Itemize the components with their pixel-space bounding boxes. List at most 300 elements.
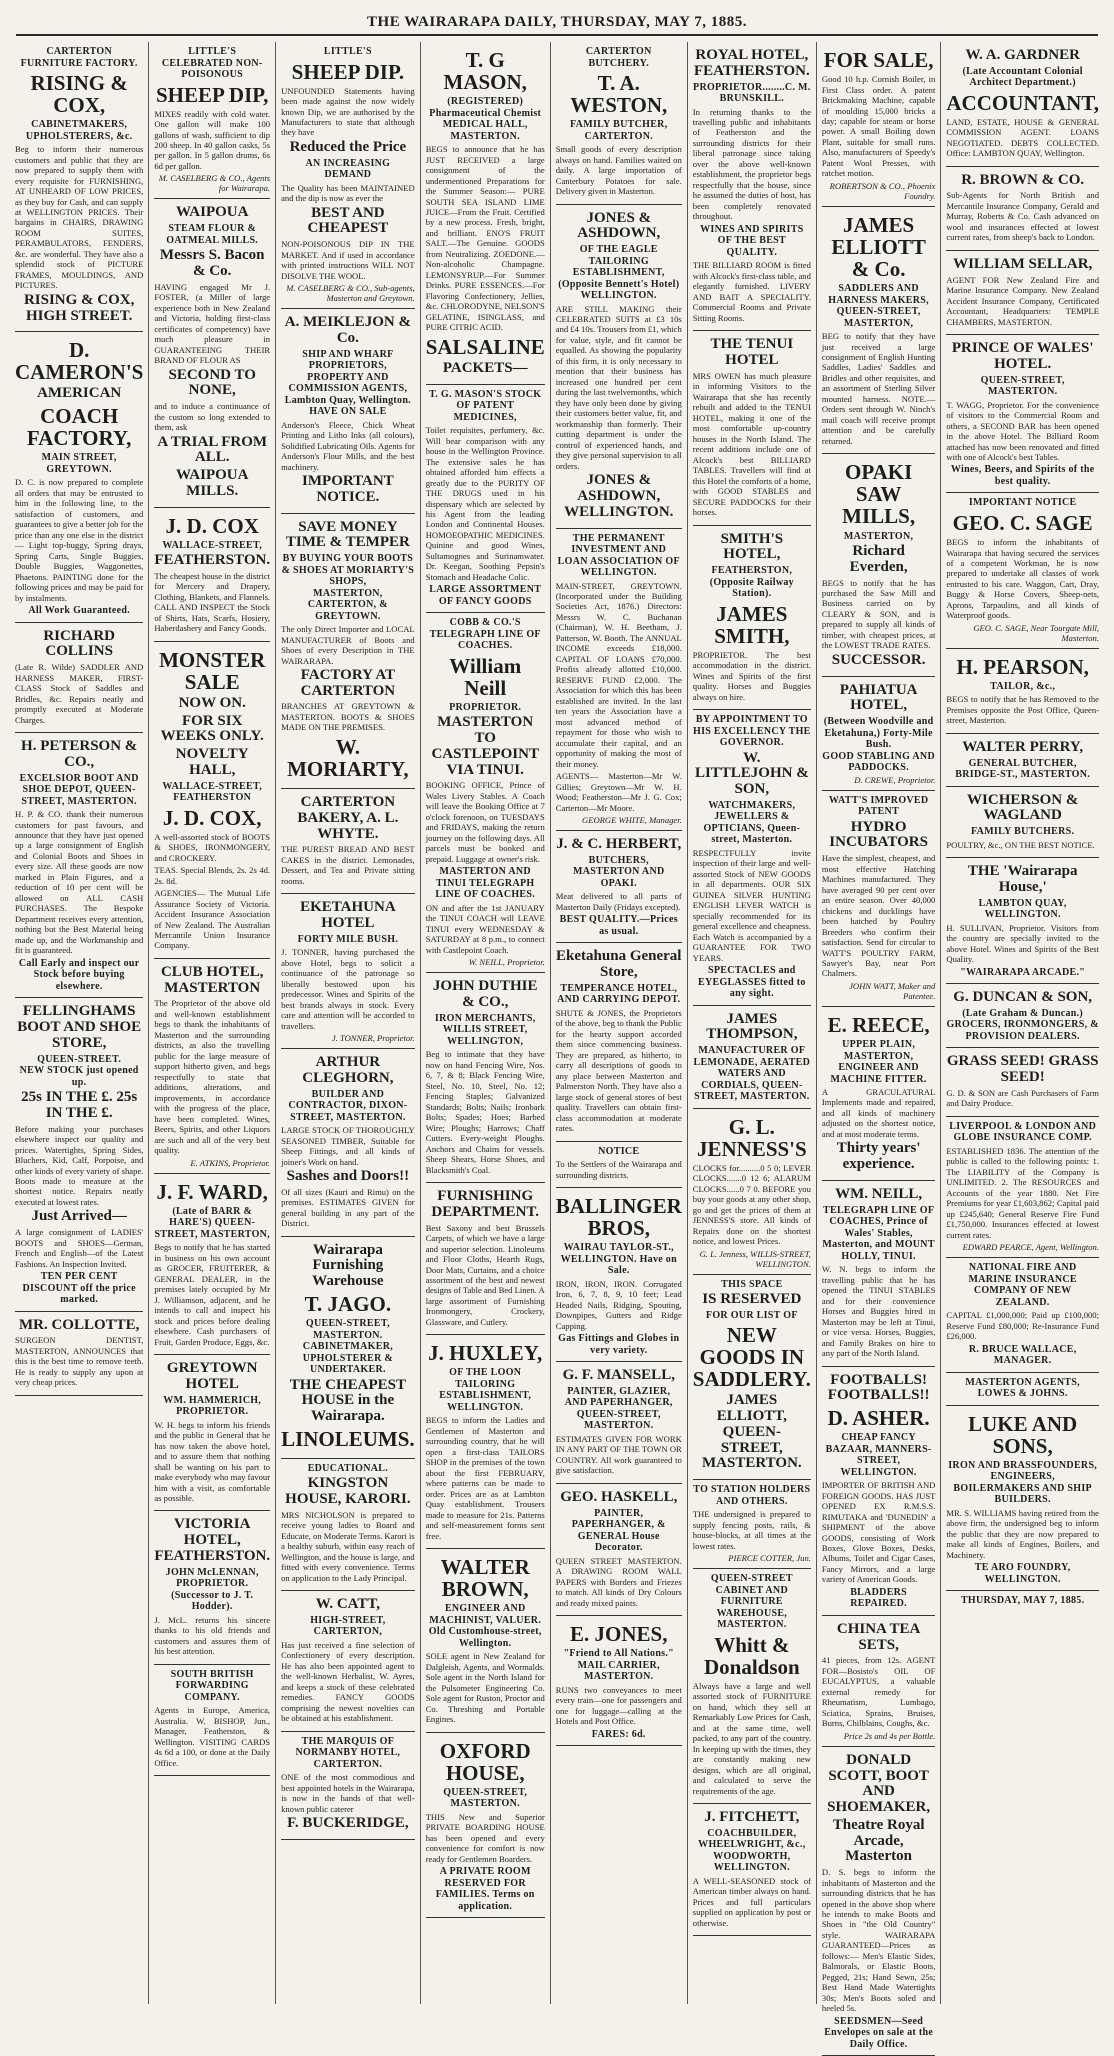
advert-body: AGENT FOR New Zealand Fire and Marine Insurance Company. New Zealand Accident Insurance Company, Certificated Accountant, Headquarters: TEMPLE CHAMBERS, MASTERTON. [946, 274, 1099, 327]
advert-subtitle: SHIP AND WHARF PROPRIETORS, PROPERTY AND COMMISSION AGENTS, Lambton Quay, Wellington. HAVE ON SALE [284, 348, 411, 418]
advert-body: BEGS to notify that he has purchased the Saw Mill and Business carried on by CLEARY & SON, and is prepared to supply all kinds of timber, with cheapest prices, at the LOWEST TRADE RATES. [821, 577, 936, 651]
advert-slogan: Sashes and Doors!! [286, 1168, 410, 1185]
advert-body: (Late R. Wilde) SADDLER AND HARNESS MAKER, FIRST-CLASS Stock of Saddles and Bridles, &c. Repairs neatly and promptly executed at Moderate Charges. [15, 662, 144, 725]
advert-south-british [154, 1665, 270, 1776]
advert-subtitle: QUEEN-STREET, MASTERTON. [980, 374, 1065, 398]
advert-body: Small goods of every description always on hand. Families waited on daily. A large importation of Canterbury Potatoes for sale. Delivery given in Masterton. [555, 144, 682, 197]
advert-title: OXFORD HOUSE, [439, 1738, 531, 1785]
advert-body: BEGS to announce that he has JUST RECEIVED a large consignment of the undermentioned Preparations for the Summer Season:— PURE SOUTH SEA ISLAND LIME JUICE—From the Fruit. Certified by a new process. Fresh, bright, and brilliant. ENO'S FRUIT SALT.—The Genuine. GOODS from Neutralizing. ZOEDONE.—Non-alcoholic Champagne. LEMONSYRUP.—For Summer Drinks. PURE ESSENCES.—For Flavoring Confectionery, Jellies, &c. CHLORODYNE, NELSON'S GELATINE, ISINGLASS, and PURE CITRIC ACID. [425, 144, 545, 333]
advert-body: CLOCKS for..........0 5 0; LEVER CLOCKS.......0 12 6; ALARUM CLOCKS......0 7 0. BEFORE you buy your goods at any other shop, go and get the prices of them at JENNESS'S store. All kinds of Repairs done on the shortest notice, and lowest Prices. [692, 1162, 811, 1247]
advert-signature: W. NEILL, Proprietor. [468, 957, 545, 968]
advert-slogan: BEST AND CHEAPEST [307, 204, 389, 237]
advert-subtitle: (REGISTERED) Pharmaceutical Chemist MEDICAL HALL, MASTERTON. [429, 96, 542, 142]
advert-signature: BEST QUALITY.—Prices as usual. [559, 914, 678, 937]
advert-agents: AGENTS— Masterton—Mr W. Gillies; Greytown—Mr W. H. Wood; Featherston—Mr J. G. Cox; Carterton—Mr Moore. [555, 771, 682, 813]
advert-title: FELLINGHAMS BOOT AND SHOE STORE, [17, 1003, 142, 1051]
advert-fellinghams [15, 998, 143, 1311]
advert-body: THE PUREST BREAD AND BEST CAKES in the district. Lemonades, Dessert, and Tea and Private sitting rooms. [281, 844, 415, 886]
advert-subtitle: IRON MERCHANTS, WILLIS STREET, WELLINGTON, [434, 1012, 536, 1047]
advert-signature: D. CREWE, Proprietor. [854, 774, 936, 785]
advert-subtitle: WALLACE-STREET, [162, 539, 263, 551]
advert-opaki-saw-mills [822, 454, 935, 676]
advert-reserved-space [693, 1275, 811, 1481]
advert-title: JONES & ASHDOWN, [577, 209, 661, 242]
advert-subtitle: TELEGRAPH LINE OF COACHES, Prince of Wales' Stables, Masterton, and MOUNT HOLLY, TINUI. [822, 1204, 935, 1262]
advert-waipoua-mills [154, 199, 270, 507]
advert-title: TO STATION HOLDERS AND OTHERS. [693, 1484, 811, 1507]
advert-subtitle: NOW ON. [178, 694, 246, 711]
reserved-line-1: THIS SPACE [721, 1278, 783, 1290]
advert-title: T. G MASON, [443, 48, 527, 95]
advert-subtitle: TAILOR, &c., [990, 680, 1056, 692]
advert-wairarapa-house [946, 858, 1099, 984]
advert-signature: G. L. Jenness, WILLIS-STREET, WELLINGTON. [699, 1248, 811, 1269]
advert-g-duncan [946, 984, 1099, 1048]
advert-title: LIVERPOOL & LONDON AND GLOBE INSURANCE COMP. [949, 1120, 1097, 1144]
advert-title: EKETAHUNA HOTEL [300, 899, 396, 931]
advert-subtitle: (Between Woodville and Eketahuna,) Forty-Mile Bush. [823, 716, 934, 751]
advert-title-2: NOVELTY HALL, [175, 746, 249, 778]
advert-slogan: LARGE ASSORTMENT OF FANCY GOODS [429, 584, 542, 607]
page-footer-date: THURSDAY, MAY 7, 1885. [960, 1595, 1085, 1607]
advert-title: E. JONES, [570, 1622, 668, 1647]
advert-title: NOTICE [598, 1145, 640, 1157]
advert-signature: TEN PER CENT DISCOUNT off the price marked. [22, 1271, 136, 1306]
advert-title: G. DUNCAN & SON, [953, 989, 1093, 1006]
advert-label: LITTLE'S [323, 46, 372, 57]
advert-body: LAND, ESTATE, HOUSE & GENERAL COMMISSION AGENT. LOANS NEGOTIATED. DEBTS COLLECTED. Office: LAMBTON QUAY, Wellington. [946, 116, 1099, 159]
advert-rising-cox [15, 42, 143, 332]
advert-subtitle: SADDLERS AND HARNESS MAKERS, [828, 283, 929, 306]
advert-subtitle: AMERICAN [37, 385, 122, 402]
advert-for-sale [822, 42, 935, 207]
advert-title: J. F. WARD, [156, 1179, 268, 1204]
advert-title: FOR SALE, [823, 48, 934, 72]
advert-slogan: FACTORY AT CARTERTON [300, 666, 396, 699]
advert-oxford-house [426, 1733, 545, 1919]
advert-body: BEGS to inform the inhabitants of Wairarapa that having secured the services of a competent Workman, he is now prepared to undertake all classes of work entrusted to his care. Waggon, Cart, Dray, Buggy & Horse Covers, Sheep-nets, Aprons, Tarpaulins, and all kinds of Waterproof goods. [946, 537, 1099, 621]
advert-title: WICHERSON & WAGLAND [967, 791, 1079, 824]
advert-signature: RISING & COX, HIGH STREET. [23, 291, 135, 324]
advert-body: MIXES readily with cold water. One gallon will make 100 gallons of wash, sufficient to dip 200 sheep. In 40 gallon casks, 5s per gallon. In 5 gallon drums, 6s 6d per gallon. [154, 108, 271, 171]
advert-title-2: JAMES SMITH, [714, 601, 790, 648]
advert-subtitle: OF THE LOON TAILORING ESTABLISHMENT, WELLINGTON. [439, 1367, 532, 1413]
advert-address: WALLACE-STREET, FEATHERSTON [162, 780, 263, 804]
advert-slogan: WINES AND SPIRITS OF THE BEST QUALITY. [700, 223, 804, 258]
advert-james-elliott [822, 207, 935, 454]
advert-title: GRASS SEED! GRASS SEED! [946, 1053, 1099, 1086]
advert-littlejohn [693, 710, 811, 1006]
masthead: THE WAIRARAPA DAILY, THURSDAY, MAY 7, 1885. [16, 10, 1098, 36]
advert-title-3: J. D. COX, [162, 805, 262, 830]
advert-agencies: AGENCIES— The Mutual Life Assurance Society of Victoria. Accident Insurance Association of New Zealand. The Australian Mercantile Union Insurance Company. [154, 888, 271, 951]
advert-body-2: ON and after the 1st JANUARY the TINUI COACH will LEAVE TINUI every WEDNESDAY & SATURDAY at 8 p.m., to connect with Castlepoint Coach. [425, 902, 545, 955]
advert-cobb-coaches [426, 613, 545, 973]
advert-title: J. FITCHETT, [704, 1809, 800, 1826]
advert-tenui-hotel [693, 331, 811, 525]
advert-body: THIS New and Superior PRIVATE BOARDING HOUSE has been opened and every convenience for comfort is now ready for Gentlemen Boarders. [425, 1811, 545, 1864]
advert-signature: R. BRUCE WALLACE, MANAGER. [968, 1343, 1077, 1367]
advert-title: G. L. JENNESS'S [696, 1114, 807, 1161]
advert-address: MAIN STREET, GREYTOWN. [41, 452, 117, 475]
advert-whitt-donaldson [693, 1569, 811, 1804]
advert-luke-and-sons [946, 1406, 1099, 1592]
advert-subtitle: "Friend to All Nations." MAIL CARRIER, MASTERTON. [563, 1648, 675, 1683]
advert-body: J. McL. returns his sincere thanks to his old friends and customers and assures them of his best attention. [154, 1614, 271, 1657]
advert-subtitle: UPPER PLAIN, MASTERTON, ENGINEER AND MACHINE FITTER. [830, 1039, 927, 1085]
advert-title: BY APPOINTMENT TO HIS EXCELLENCY THE GOVERNOR. [693, 714, 811, 749]
column-6 [688, 42, 817, 2004]
advert-subtitle: (Late Accountant Colonial Architect Department.) [962, 65, 1083, 89]
advert-body-2: and to induce a continuance of the custom so long extended to them, ask [154, 401, 271, 433]
advert-watts-incubators [822, 791, 935, 1007]
advert-signature: GEO. C. SAGE, Near Tourgate Mill, Masterton. [973, 622, 1099, 643]
advert-body: A well-assorted stock of BOOTS & SHOES, IRONMONGERY, and CROCKERY. [154, 831, 271, 863]
advert-title: THE 'Wairarapa House,' [967, 863, 1078, 895]
advert-body: MRS NICHOLSON is prepared to receive young ladies to Board and Educate, on Moderate Terms. Karori is a healthy suburb, within easy reach of Wellington, and the house is large, and fitted with every convenience. Terms on application to the Lady Principal. [281, 1509, 415, 1583]
advert-geo-haskell [556, 1484, 682, 1616]
advert-body: Beg to inform their numerous customers and public that they are now prepared to supply them with every requisite for FURNISHING, AT UNHEARD OF LOW PRICES, as they buy for Cash, and can supply at WELLINGTON PRICES. Their bargains in CHAIRS, DRAWING ROOM SUITES, PERAMBULATORS, FENDERS, &c. are wonderful. They have also a splendid stock of PICTURE FRAMES, MOULDINGS, AND PICTURES. [15, 144, 144, 291]
advert-title: R. BROWN & CO. [961, 171, 1085, 188]
advert-body: SOLE agent in New Zealand for Dalgleish, Agents, and Wormalds. Sole agent in the North Island for the Pulsometer Engineering Co. Sole agent for Ruston, Proctor and Co. Threshing and Portable Engines. [425, 1651, 545, 1725]
advert-subtitle: ENGINEER AND MACHINIST, VALUER. Old Customhouse-street, Wellington. [428, 1603, 542, 1649]
advert-title-2: W. LITTLEJOHN & SON, [694, 749, 809, 798]
advert-slogan-2: A TRIAL FROM ALL. [157, 433, 268, 466]
advert-title: NATIONAL FIRE AND MARINE INSURANCE COMPANY OF NEW ZEALAND. [968, 1262, 1077, 1308]
advert-title: THE TENUI HOTEL [710, 336, 794, 368]
advert-subtitle: TEMPERANCE HOTEL, AND CARRYING DEPOT. [557, 982, 681, 1006]
advert-title: FOOTBALLS! FOOTBALLS!! [827, 1371, 930, 1404]
advert-title: MR. COLLOTTE, [18, 1316, 140, 1333]
advert-signature: Wines, Beers, and Spirits of the best quality. [950, 464, 1095, 487]
advert-notice [556, 1142, 682, 1188]
advert-furnishing-department [426, 1183, 545, 1335]
advert-body: BEGS to notify that he has Removed to the Premises opposite the Post Office, Queen-street, Masterton. [946, 694, 1099, 726]
advert-club-hotel [154, 959, 270, 1174]
advert-body: IMPORTER OF BRITISH AND FOREIGN GOODS. HAS JUST OPENED EX R.M.S.S. RIMUTAKA and 'DUNEDIN' a SHIPMENT of the above GOODS, consisting of Work Boxes, Glove Boxes, Desks, Albums, Toilet and Cigar Cases, Fancy Mirrors, and a large variety of American Goods. [821, 1480, 936, 1585]
column-8 [941, 42, 1104, 2004]
advert-body: CAPITAL £1,000,000; Paid up £100,000; Reserve Fund £80,000; Re-Insurance Fund £26,000. [946, 1310, 1099, 1342]
advert-subtitle: COACHBUILDER, WHEELWRIGHT, &c., WOODWORTH, WELLINGTON. [698, 1827, 806, 1874]
advert-title: CARTERTON BAKERY, A. L. WHYTE. [297, 794, 399, 842]
advert-slogan-2: LINOLEUMS. [281, 1426, 415, 1451]
advert-title: J. HUXLEY, [428, 1341, 543, 1366]
advert-title-2: Richard Everden, [849, 543, 908, 575]
advert-arrived-body: A large consignment of LADIES' BOOTS and SHOES—German, French and English—of the Latest Fashions. An Inspection Invited. [15, 1227, 144, 1269]
advert-jc-herbert [556, 831, 682, 943]
advert-carterton-butchery [556, 42, 682, 205]
advert-body: Always have a large and well assorted stock of FURNITURE on hand, which they sell at Remarkably Low Prices for Cash, and at the same time, well packed, to any part of the country. In keeping up with the times, they are constantly making new designs, which are all original, and calculated to serve the requirements of the age. [692, 1680, 811, 1796]
advert-collotte [15, 1312, 143, 1396]
advert-title: PRINCE OF WALES' HOTEL. [951, 340, 1094, 372]
advert-station-holders [693, 1480, 811, 1569]
advert-body: The cheapest house in the district for Mercery and Drapery, Clothing, Blankets, and Flannels. CALL AND INSPECT the Stock of Shirts, Hats, Scarfs, Hosiery, Haberdashery and Fancy Goods. [154, 570, 271, 634]
advert-body: BEG to notify that they have just received a large consignment of English Hunting Saddles, Ladies' Saddles and Bridles and other requisites, and an assortment of Sterling Silver mounted harness. NOTE.—Orders sent through W. Ninch's mail coach will receive prompt attention and be carefully returned. [821, 331, 936, 446]
advert-grass-seed [946, 1048, 1099, 1116]
advert-body: THE undersigned is prepared to supply fencing posts, rails, & house-blocks, at all times at the lowest rates. [692, 1509, 811, 1551]
advert-title: Eketahuna General Store, [556, 948, 682, 981]
advert-body-2: The Quality has been MAINTAINED and the dip is now as ever the [281, 182, 415, 204]
advert-masterton-agents [946, 1373, 1099, 1406]
advert-h-pearson [946, 649, 1099, 734]
advert-title: SAVE MONEY TIME & TEMPER [285, 518, 410, 551]
advert-subtitle: PAINTER, GLAZIER, AND PAPERHANGER, QUEEN-STREET, MASTERTON. [564, 1385, 673, 1432]
advert-title-2: Whitt & Donaldson [703, 1632, 800, 1679]
advert-body: IRON, IRON, IRON. Corrugated Iron, 6, 7, 8, 9, 10 feet; Lead Headed Nails, Ridging, Spouting, Downpipes, Gutters and Ridge Capping. [555, 1278, 682, 1331]
advert-cameron-coach [15, 332, 143, 622]
advert-wm-neill [822, 1181, 935, 1367]
advert-slogan: BLADDERS REPAIRED. [850, 1586, 908, 1610]
advert-title: JAMES THOMPSON, [706, 1010, 798, 1043]
advert-title: THE MARQUIS OF NORMANBY HOTEL, CARTERTON. [295, 1735, 401, 1770]
advert-subtitle: BY BUYING YOUR BOOTS & SHOES AT MORIARTY'S SHOPS, [281, 553, 415, 588]
advert-permanent-investment [556, 529, 682, 832]
advert-title: H. PEARSON, [956, 654, 1089, 679]
advert-title: E. REECE, [827, 1012, 930, 1037]
advert-title-2: COACH FACTORY, [26, 404, 132, 451]
advert-body: Sub-Agents for North British and Mercantile Insurance Company, Gerald and Murray, Roberts & Co. Cash advanced on wool and insurances effected at lowest current rates, from sheep's back to London. [946, 190, 1099, 243]
advert-title: FURNISHING DEPARTMENT. [431, 1188, 540, 1220]
advert-subtitle: MASTERTON, [843, 530, 914, 542]
advert-body: SURGEON DENTIST, MASTERTON, ANNOUNCES that this is the best time to remove teeth. He is ready to supply any upon at very cheap prices. [15, 1335, 144, 1388]
advert-subtitle: WATCHMAKERS, JEWELLERS & OPTICIANS, Queen-street, Masterton. [703, 799, 801, 846]
advert-jenness [693, 1109, 811, 1275]
advert-title: GEO. C. SAGE [952, 510, 1093, 535]
advert-greytown-hotel [154, 1355, 270, 1511]
advert-title-2: HYDRO INCUBATORS [829, 818, 928, 851]
advert-body: POULTRY, &c., ON THE BEST NOTICE. [946, 839, 1095, 850]
advert-subtitle: (Late Graham & Duncan.) [962, 1007, 1084, 1019]
advert-moriarty [281, 514, 415, 789]
advert-subtitle: BUTCHERS, MASTERTON AND OPAKI. [573, 854, 665, 889]
advert-body: ONE of the most commodious and best appointed hotels in the Wairarapa, is now in the hands of that well-known public caterer [281, 1772, 415, 1814]
advert-title: WM. NEILL, [835, 1185, 923, 1202]
reserved-line-4: NEW GOODS IN SADDLERY. [692, 1323, 811, 1392]
column-3 [276, 42, 421, 2004]
advert-subtitle: WAIRAU TAYLOR-ST., WELLINGTON. Have on Sale. [560, 1242, 677, 1277]
advert-body: In returning thanks to the travelling public and inhabitants of Featherston and the surrounding districts for their liberal patronage since taking over the above well-known establishment, the proprietor begs respectfully that the house, since he assumed the duties of host, has been completely renovated throughout. [692, 106, 811, 222]
advert-fitchett [693, 1804, 811, 1936]
advert-meiklejon [281, 309, 415, 513]
advert-line: FOR SIX WEEKS ONLY. [160, 712, 264, 745]
advert-pahiatua-hotel [822, 677, 935, 791]
advert-gf-mansell [556, 1362, 682, 1484]
advert-body: Have the simplest, cheapest, and most effective Hatching Machines manufactured. They have averaged 90 per cent over an entire season. Over 40,000 chickens and ducklings have been hatched by Poultry Breeders who confirm their satisfaction. Send for circular to WATT'S POULTRY FARM, Sawyer's Bay, near Port Chalmers. [821, 853, 936, 979]
advert-title: W. CATT, [315, 1596, 381, 1613]
reserved-line-3: FOR OUR LIST OF [705, 1309, 798, 1321]
advert-body: Anderson's Fleece, Chick Wheat Printing and Litho Inks (all colours), Solidified Lubricating Oils. Agents for Anderson's Flour Mills, and the best machinery. [281, 419, 415, 472]
advert-address: QUEEN-STREET, MASTERTON, [836, 306, 921, 329]
column-7 [817, 42, 941, 2050]
advert-body: RUNS two conveyances to meet every train—one for passengers and one for luggage—calling at the Hotels and Post Office. [555, 1684, 682, 1727]
advert-signature: All Work Guaranteed. [28, 605, 130, 617]
advert-signature: FARES: 6d. [591, 1728, 646, 1740]
advert-label: LITTLE'S CELEBRATED NON-POISONOUS [161, 46, 263, 80]
advert-william-sellar [946, 251, 1099, 335]
advert-title: ARTHUR CLEGHORN, [302, 1054, 394, 1086]
advert-title: JOHN DUTHIE & CO., [432, 978, 538, 1011]
advert-signature: WAIPOUA MILLS. [175, 467, 249, 499]
advert-james-thompson [693, 1006, 811, 1109]
advert-body: D. C. is now prepared to complete all orders that may be entrusted to him in the following line, to the satisfaction of customers, and guarantees to give a better job for the price than any one else in the district — Light top-buggy, Spring drays, Spring Carts, Single Buggies, Double Buggies, Waggonettes, Phaetons. PAINTING done for the following prices and may be paid for by instalments. [15, 477, 144, 603]
advert-title: MASTERTON AGENTS, LOWES & JOHNS. [965, 1376, 1080, 1400]
advert-title: G. F. MANSELL, [562, 1367, 675, 1384]
advert-title: J. D. COX [165, 513, 259, 538]
advert-title: CLUB HOTEL, MASTERTON [160, 963, 264, 996]
advert-smiths-hotel [693, 526, 811, 711]
advert-title: DONALD SCOTT, BOOT AND SHOEMAKER, [827, 1751, 931, 1816]
advert-title: D. CAMERON'S [15, 338, 144, 385]
advert-wa-gardner [946, 42, 1099, 167]
advert-title: THE PERMANENT INVESTMENT AND LOAN ASSOCIATION OF WELLINGTON. [557, 532, 680, 579]
advert-mason-medicines [426, 385, 545, 614]
advert-slogan: Thirty years' experience. [836, 1140, 921, 1173]
advert-body: T. WAGG, Proprietor. For the convenience of visitors to the Commercial Room and others, a SECOND BAR has been opened in the above Hotel. The Billiard Room attached has now been renovated and fitted with one of Alcock's best Tables. [946, 399, 1099, 462]
advert-title-2: William Neill [449, 653, 522, 700]
advert-body: The Proprietor of the above old and well-known establishment begs to thank the inhabitants of Masterton and the surrounding districts, as also the travelling public for the large measure of support hitherto given, and begs respectfully to state that additions, alterations, and improvements, in accordance with the progress of the place, have been completed. Wines, Beers, Spirits, and other Liquors are such and all of the very best quality. [154, 998, 271, 1156]
advert-title: SOUTH BRITISH FORWARDING COMPANY. [170, 1668, 254, 1703]
advert-signature: SPECTACLES and EYEGLASSES fitted to any sight. [697, 965, 806, 1000]
advert-headline: Reduced the Price [289, 138, 407, 155]
advert-body: MR. S. WILLIAMS having retired from the above firm, the undersigned beg to inform the public that they are now prepared to make all kinds of Engines, Boilers, and Machinery. [946, 1507, 1099, 1560]
advert-walter-brown [426, 1549, 545, 1732]
advert-subtitle: FAMILY BUTCHERS. [971, 826, 1075, 838]
advert-line: MASTERTON AND TINUI TELEGRAPH LINE OF COACHES. [435, 866, 536, 901]
advert-title: QUEEN-STREET CABINET AND FURNITURE WAREHOUSE, MASTERTON. [710, 1573, 793, 1631]
advert-jd-cox [154, 508, 270, 642]
advert-eketahuna-store [556, 943, 682, 1141]
advert-title: COBB & CO.'S TELEGRAPH LINE OF COACHES. [429, 617, 541, 652]
advert-title: PAHIATUA HOTEL, [839, 681, 918, 714]
column-4 [421, 42, 551, 2004]
advert-walter-perry [946, 734, 1099, 787]
advert-subtitle: QUEEN-STREET. [37, 1053, 122, 1065]
advert-columns [10, 42, 1104, 2050]
advert-body: BOOKING OFFICE, Prince of Wales Livery Stables. A Coach will leave the Booking Office at 7 o'clock forenoon, on TUESDAYS and FRIDAYS, making the return journey on the following days. All parcels must be booked and prepaid. Luggage at owner's risk. [425, 780, 545, 864]
advert-title: WALTER PERRY, [962, 738, 1084, 755]
advert-signature: EDWARD PEARCE, Agent, Wellington. [962, 1242, 1099, 1253]
advert-title-2: FEATHERSTON. [154, 552, 271, 569]
advert-slogan: SECOND TO NONE, [168, 366, 256, 399]
advert-prince-of-wales [946, 335, 1099, 493]
advert-title: LUKE AND SONS, [968, 1411, 1078, 1458]
advert-jones-ashdown [556, 205, 682, 529]
advert-body: ESTIMATES GIVEN FOR WORK IN ANY PART OF THE TOWN OR COUNTRY. All work guaranteed to give satisfaction. [555, 1433, 682, 1476]
advert-signature: F. BUCKERIDGE, [287, 1815, 409, 1832]
advert-tg-mason [426, 42, 545, 385]
advert-body: UNFOUNDED Statements having been made against the now widely known Dip, we are authorised by the Manufacturers to state that although they have [281, 85, 415, 138]
advert-title: SHEEP DIP. [291, 59, 405, 84]
column-2 [149, 42, 276, 2004]
advert-title: SMITH'S HOTEL, [720, 530, 784, 563]
advert-signature: E. ATKINS, Proprietor. [190, 1157, 271, 1168]
advert-signature: TE ARO FOUNDRY, WELLINGTON. [974, 1562, 1071, 1585]
advert-body: Agents in Europe, America, Australia. W. BISHOP, Jun., Manager, Featherston, & Wellington. VISITING CARDS 4s 6d a 100, or done at the Daily Office. [154, 1705, 271, 1768]
advert-body: GROCERS, IRONMONGERS, & PROVISION DEALERS. [946, 1019, 1099, 1042]
advert-body: Meat delivered to all parts of Masterton Daily (Fridays excepted). [555, 891, 682, 912]
advert-subtitle: EXCELSIOR BOOT AND SHOE DEPOT, QUEEN-STREET, MASTERTON. [19, 772, 139, 807]
advert-ballinger-bros [556, 1188, 682, 1362]
advert-w-catt [281, 1591, 415, 1732]
advert-signature: PIERCE COTTER, Jun. [728, 1553, 811, 1564]
advert-body: GOOD STABLING AND PADDOCKS. [822, 750, 935, 774]
advert-subtitle: LAMBTON QUAY, WELLINGTON. [978, 897, 1067, 921]
advert-e-reece [822, 1007, 935, 1181]
advert-title: RISING & COX, [30, 71, 128, 118]
advert-national-fire [946, 1258, 1099, 1372]
advert-title: CARTERTON BUTCHERY. [585, 46, 652, 69]
column-1 [10, 42, 149, 2004]
advert-headline-2: AN INCREASING DEMAND [305, 157, 391, 181]
advert-body: A GRACULATURAL Implements made and repaired, and all kinds of machinery adjusted on the shortest notice, and at most moderate terms. [821, 1087, 936, 1139]
advert-title: W. A. GARDNER [965, 47, 1080, 63]
advert-subtitle: QUEEN-STREET, MASTERTON. CABINETMAKER, UPHOLSTERER & UNDERTAKER. [302, 1318, 394, 1376]
advert-title: WILLIAM SELLAR, [953, 255, 1093, 272]
advert-body: H. SULLIVAN, Proprietor. Visitors from the country are specially invited to the above Hotel. Wines and Spirits of the Best Quality. [946, 922, 1099, 965]
advert-signature: JONES & ASHDOWN, WELLINGTON. [564, 472, 674, 520]
advert-title-2: D. ASHER. [827, 1406, 930, 1431]
advert-body-2: THE BILLIARD ROOM is fitted with Alcock's first-class table, and elegantly furnished. LIVERY AND BAIT A SPECIALITY. Commercial Rooms and Private Sitting Rooms. [692, 260, 811, 323]
advert-sheep-dip-caselberg [154, 42, 270, 199]
advert-subtitle: PROPRIETOR........C. M. BRUNSKILL. [693, 81, 811, 104]
advert-geo-sage [946, 493, 1099, 648]
advert-body: To the Settlers of the Wairarapa and surrounding districts. [555, 1159, 682, 1180]
advert-prices: 25s IN THE £. 25s IN THE £. [21, 1089, 138, 1121]
advert-title: VICTORIA HOTEL, FEATHERSTON. [154, 1516, 271, 1564]
advert-body: QUEEN STREET MASTERTON. A DRAWING ROOM WALL PAPERS with Borders and Friezes to match. All kinds of Dry Colours and ready mixed paints. [555, 1555, 682, 1608]
advert-body: Toilet requisites, perfumery, &c. Will bear comparison with any house in the Wellington Province. The extensive sales he has obtained afforded him effects a greatly due to the PURITY OF THE DRUGS used in his dispensary which are selected by his Agent from the leading London and Continental Houses. HOMOEOPATHIC MEDICINES. Quinine and good Wines, Sultamognes and Surinamwater. Dr. Keegan, Soothing Pepsin's Stomach and Headache Colic. [425, 425, 545, 582]
advert-body: Good 10 h.p. Cornish Boiler, in First Class order. A patent Brickmaking Machine, capable of moulding 15,000 bricks a day; capable for steam or horse power. A small Boiling down Plant, suitable for small runs. Also, manufacturers of Speedy's Patent Wool Presses, with ratchet motion. [821, 74, 936, 179]
advert-arrived: Just Arrived— [31, 1208, 127, 1225]
advert-title: GREYTOWN HOTEL [166, 1360, 258, 1392]
advert-monster-sale [154, 642, 270, 959]
advert-title: J. & C. HERBERT, [556, 836, 682, 853]
advert-title: WATT'S IMPROVED PATENT [828, 794, 929, 818]
advert-subtitle: JOHN McLENNAN, PROPRIETOR. (Successor to J. T. Hodder). [165, 1566, 259, 1613]
advert-subtitle: IRON AND BRASSFOUNDERS, ENGINEERS, BOILERMAKERS AND SHIP BUILDERS. [948, 1459, 1098, 1506]
advert-headline: NEW STOCK just opened up. [19, 1065, 139, 1088]
advert-signature: A PRIVATE ROOM RESERVED FOR FAMILIES. Terms on application. [435, 1866, 535, 1912]
advert-body: Begs to notify that he has started in business on his own account as GROCER, FRUITERER, & GENERAL DEALER, in the premises lately occupied by Mr J. Williamson, adjacent, and he intends to call and inspect his stock and prices before dealing elsewhere. Cash purchasers of Fruit, Garden Produce, Eggs, &c. [154, 1242, 271, 1347]
advert-slogan-2: PACKETS— [442, 359, 528, 376]
advert-subtitle: GENERAL BUTCHER, BRIDGE-ST., MASTERTON. [955, 757, 1091, 781]
advert-title: OPAKI SAW MILLS, [842, 460, 916, 529]
advert-title-2: T. JAGO. [304, 1291, 392, 1316]
advert-signature: M. CASELBERG & CO., Sub-agents, Masterton and Greytown. [286, 283, 415, 304]
advert-j-huxley [426, 1335, 545, 1549]
advert-notice: IMPORTANT NOTICE. [302, 473, 394, 505]
advert-royal-hotel [693, 42, 811, 331]
advert-title-2: Theatre Royal Arcade, Masterton [832, 1816, 925, 1865]
advert-body: ESTABLISHED 1836. The attention of the public is called to the following points: 1. The LIABILITY of the Company is UNLIMITED. 2. The RESOURCES and Accounts of the year 1880. Net Fire Premiums for year £1,603,862; Capital paid up £245,640; General Reserve Fire Fund £1,750,000. Insurances effected at lowest current rates. [946, 1145, 1099, 1240]
advert-body-3: NON-POISONOUS DIP IN THE MARKET. And if used in accordance with printed instructions WILL NOT DISOLVE THE WOOL. [281, 239, 415, 281]
advert-richard-collins [15, 623, 143, 733]
advert-body: J. TONNER, having purchased the above Hotel, begs to solicit a continuance of the patronage so liberally bestowed upon his predecessor. Wines and Spirits of the best brands always in stock. Every care and attention will be accorded to travellers. [281, 947, 415, 1031]
advert-title-2: T. A. WESTON, [570, 71, 668, 118]
advert-china-tea-sets [822, 1616, 935, 1747]
advert-body: Best Saxony and best Brussels Carpets, of which we have a large and superior selection. Linoleums and Floor Cloths, Hearth Rugs, Door Mats, Curtains, and a choice assortment of the best and newest designs of Table and Bed Linen. A large assortment of Furnishing Ironmongery, Crockery, Glassware, and Cutlery. [425, 1222, 545, 1327]
advert-carterton-bakery [281, 789, 415, 894]
advert-body: SHUTE & JONES, the Proprietors of the above, beg to thank the Public for the hearty support accorded them since commencing business. They are prepared, as hitherto, to carry all descriptions of goods to any place between Masterton and Palmerston North. They have also a large stock of general stores of best quality. Travellers can obtain first-class accommodation at moderate rates. [555, 1007, 682, 1134]
advert-title-2: ACCOUNTANT, [946, 90, 1099, 115]
advert-body: H. P. & CO. thank their numerous customers for past favours, and announce that they have just opened up a large consignment of English and Colonial Boots and Shoes in every size. All these goods are now marked in Plain Figures, and a reduction of 10 per cent will be allowed on ALL CASH PURCHASES. The Bespoke Department receives every attention, nothing but the Best Material being made up, and the Workmanship and fit is guaranteed. [15, 809, 144, 956]
advert-body: 41 pieces, from 12s. AGENT FOR—Bosisto's OIL OF EUCALYPTUS, a valuable external remedy for Rheumatism, Lumbago, Sciatica, Sprains, Bruises, Burns, Chilblains, Coughs, &c. [821, 1655, 936, 1729]
advert-body: A WELL-SEASONED stock of American timber always on hand. Prices and full particulars supplied on application by post or otherwise. [692, 1875, 811, 1928]
advert-body: RESPECTFULLY invite inspection of their large and well-assorted Stock of NEW GOODS in all departments. OUR SIX GUINEA SILVER HUNTING ENGLISH LEVER WATCH is specially recommended for its general excellence and cheapness. Each Watch is accompanied by a GUARANTEE FOR TWO YEARS. [692, 847, 811, 963]
advert-body: W. H. begs to inform his friends and the public in General that he has now taken the above hotel, and to assure them that nothing shall be wanting on his part to make everybody who may favour him with a visit, as comfortable as possible. [154, 1419, 271, 1503]
advert-signature: J. TONNER, Proprietor. [331, 1033, 415, 1044]
advert-body-2: BRANCHES AT GREYTOWN & MASTERTON. BOOTS & SHOES MADE ON THE PREMISES. [281, 701, 415, 733]
